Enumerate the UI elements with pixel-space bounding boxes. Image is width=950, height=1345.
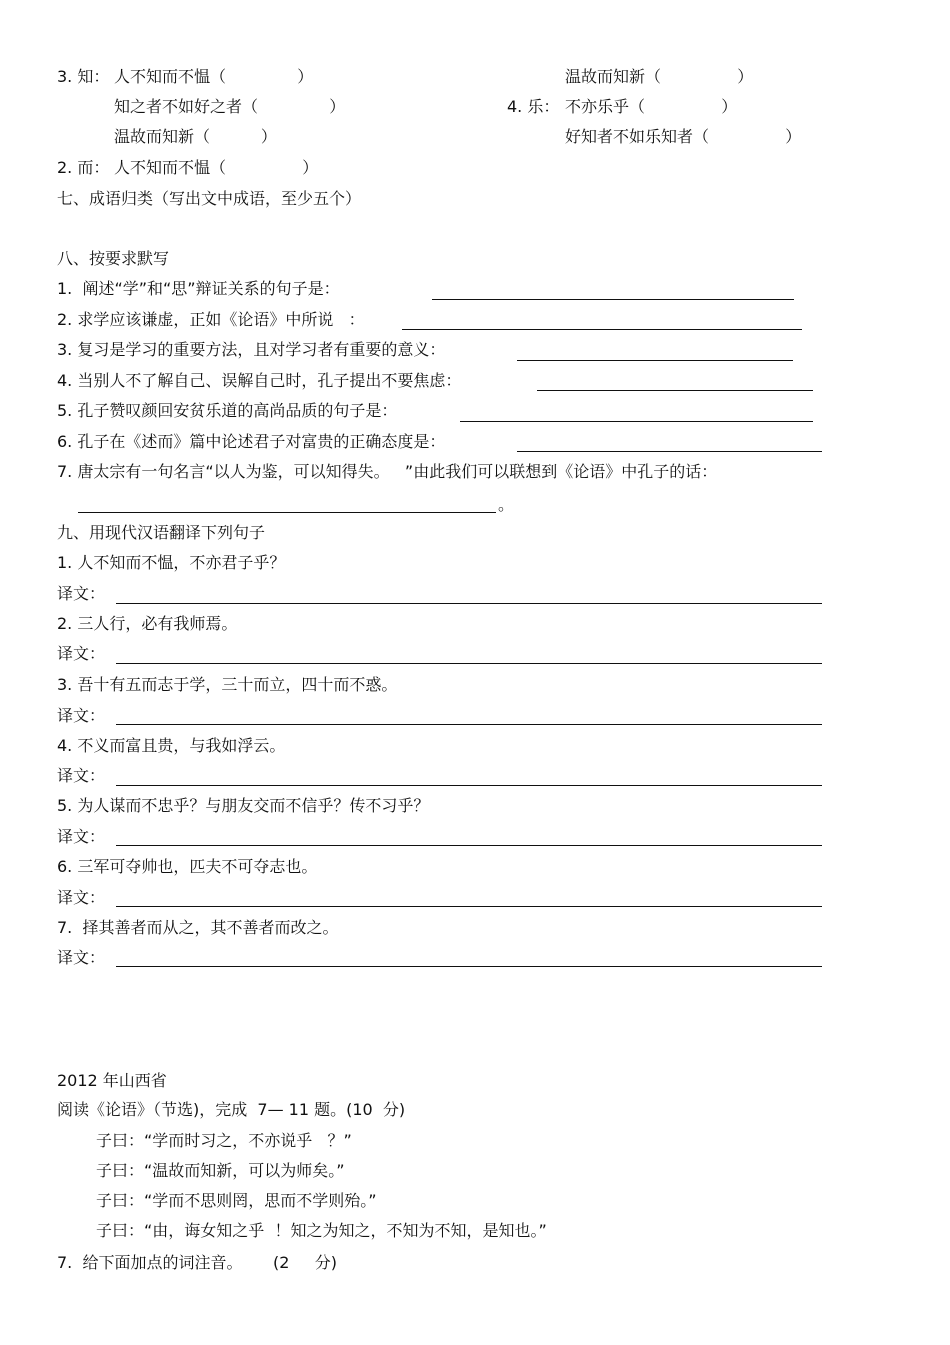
q4-label: 4. 乐： xyxy=(507,97,560,116)
q3-item-c: 温故而知新（ ） xyxy=(114,127,277,146)
right-item-1: 温故而知新（ ） xyxy=(565,67,754,86)
sec8-item-1: 1. 阐述“学”和“思”辩证关系的句子是： xyxy=(57,279,340,298)
quote-4: 子曰：“由，诲女知之乎 ！知之为知之，不知为不知，是知也。” xyxy=(96,1221,547,1240)
translation-line[interactable] xyxy=(116,663,822,664)
answer-line[interactable] xyxy=(517,451,822,452)
translation-label: 译文： xyxy=(57,644,106,663)
translation-line[interactable] xyxy=(116,906,822,907)
exam-year-heading: 2012 年山西省 xyxy=(57,1071,167,1090)
q3-label: 3. 知： xyxy=(57,67,110,86)
translation-line[interactable] xyxy=(116,724,822,725)
translation-line[interactable] xyxy=(116,785,822,786)
sec8-item-4: 4. 当别人不了解自己、误解自己时，孔子提出不要焦虑： xyxy=(57,371,462,390)
question-7: 7. 给下面加点的词注音。 (2 分) xyxy=(57,1253,338,1272)
answer-line[interactable] xyxy=(537,390,813,391)
sec9-item-1: 1. 人不知而不愠，不亦君子乎？ xyxy=(57,553,286,572)
translation-label: 译文： xyxy=(57,584,106,603)
sec8-item-6: 6. 孔子在《述而》篇中论述君子对富贵的正确态度是： xyxy=(57,432,446,451)
translation-line[interactable] xyxy=(116,603,822,604)
quote-2: 子曰：“温故而知新，可以为师矣。” xyxy=(96,1161,345,1180)
translation-line[interactable] xyxy=(116,845,822,846)
sec8-item-5: 5. 孔子赞叹颜回安贫乐道的高尚品质的句子是： xyxy=(57,401,398,420)
translation-label: 译文： xyxy=(57,766,106,785)
section-7-title: 七、成语归类（写出文中成语，至少五个） xyxy=(57,189,362,208)
translation-label: 译文： xyxy=(57,706,106,725)
sec9-item-4: 4. 不义而富且贵，与我如浮云。 xyxy=(57,736,286,755)
translation-label: 译文： xyxy=(57,827,106,846)
answer-line[interactable] xyxy=(78,512,496,513)
sec8-item-7: 7. 唐太宗有一句名言“以人为鉴，可以知得失。 ”由此我们可以联想到《论语》中孔子的话： xyxy=(57,462,718,481)
translation-label: 译文： xyxy=(57,948,106,967)
q2-label: 2. 而： xyxy=(57,158,110,177)
q2-item-a: 人不知而不愠（ ） xyxy=(114,158,319,177)
section-9-title: 九、用现代汉语翻译下列句子 xyxy=(57,523,266,542)
answer-line[interactable] xyxy=(432,299,794,300)
exam-intro: 阅读《论语》（节选)，完成 7— 11 题。(10 分) xyxy=(57,1100,406,1119)
sec9-item-2: 2. 三人行，必有我师焉。 xyxy=(57,614,238,633)
quote-1: 子曰：“学而时习之，不亦说乎 ？” xyxy=(96,1131,352,1150)
q3-item-a: 人不知而不愠（ ） xyxy=(114,67,314,86)
sec9-item-6: 6. 三军可夺帅也，匹夫不可夺志也。 xyxy=(57,857,318,876)
sec9-item-3: 3. 吾十有五而志于学，三十而立，四十而不惑。 xyxy=(57,675,398,694)
quote-3: 子曰：“学而不思则罔，思而不学则殆。” xyxy=(96,1191,377,1210)
sec8-item-3: 3. 复习是学习的重要方法，且对学习者有重要的意义： xyxy=(57,340,446,359)
answer-line[interactable] xyxy=(460,421,813,422)
q4-item-b: 好知者不如乐知者（ ） xyxy=(565,127,802,146)
translation-line[interactable] xyxy=(116,966,822,967)
q3-item-b: 知之者不如好之者（ ） xyxy=(114,97,346,116)
answer-line[interactable] xyxy=(517,360,793,361)
sec8-item-2: 2. 求学应该谦虚，正如《论语》中所说 ： xyxy=(57,310,365,329)
end-mark: 。 xyxy=(498,495,515,514)
q4-item-a: 不亦乐乎（ ） xyxy=(565,97,738,116)
section-8-title: 八、按要求默写 xyxy=(57,249,170,268)
sec9-item-7: 7. 择其善者而从之，其不善者而改之。 xyxy=(57,918,339,937)
translation-label: 译文： xyxy=(57,888,106,907)
sec9-item-5: 5. 为人谋而不忠乎？与朋友交而不信乎？传不习乎？ xyxy=(57,796,430,815)
answer-line[interactable] xyxy=(402,329,802,330)
